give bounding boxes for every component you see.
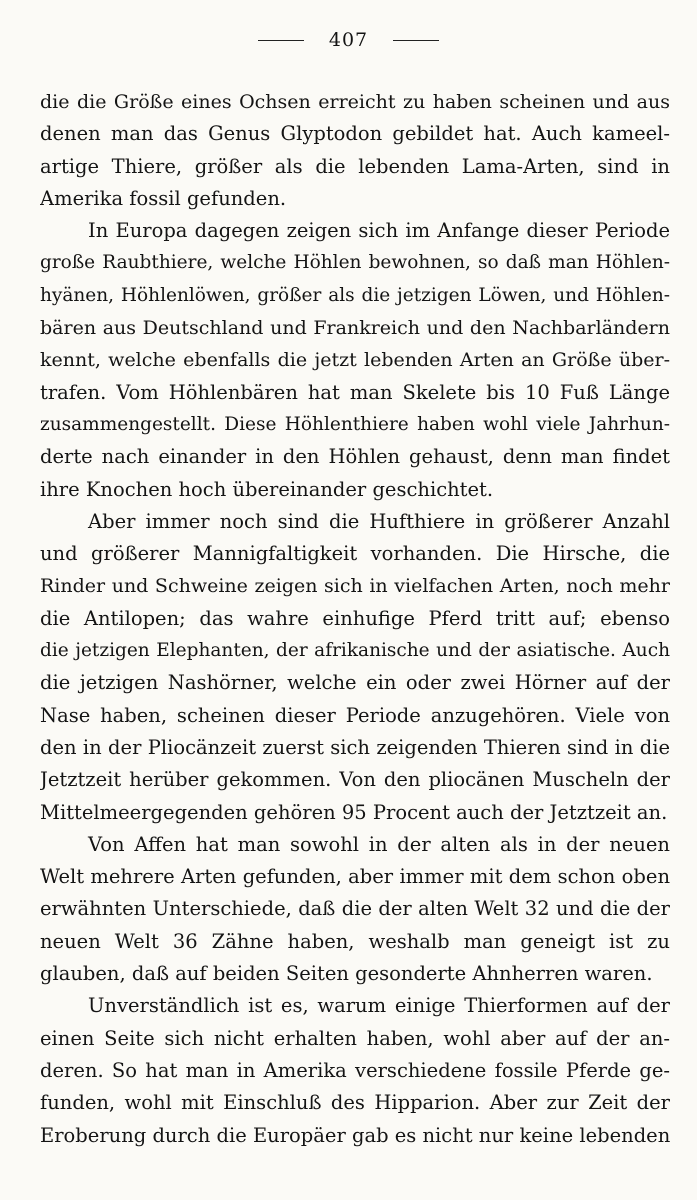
paragraph — [40, 215, 670, 506]
text-line: derte nach einander in den Höhlen gehaust, denn man findet — [40, 445, 670, 469]
text-line: bären aus Deutschland und Frankreich und den Nachbarländern — [40, 317, 670, 340]
page-header — [0, 28, 697, 51]
text-line: Unverständlich ist es, warum einige Thierformen auf der — [88, 994, 670, 1018]
text-line: und größerer Mannigfaltigkeit vorhanden. Die Hirsche, die — [40, 542, 670, 566]
text-line: Amerika fossil gefunden. — [40, 186, 287, 210]
text-line: die jetzigen Elephanten, der afrikanische und der asiatische. Auch — [40, 640, 670, 662]
text-line: große Raubthiere, welche Höhlen bewohnen, so daß man Höhlen- — [40, 252, 670, 274]
text-line: Aber immer noch sind die Hufthiere in größerer Anzahl — [88, 509, 670, 533]
header-rule-left — [258, 40, 304, 41]
text-line: Mittelmeergegenden gehören 95 Procent auch der Jetztzeit an. — [40, 800, 668, 824]
text-line: Eroberung durch die Europäer gab es nicht nur keine lebenden — [40, 1123, 670, 1147]
text-line: Von Affen hat man sowohl in der alten als in der neuen — [88, 832, 670, 856]
text-line: hyänen, Höhlenlöwen, größer als die jetzigen Löwen, und Höhlen- — [40, 284, 670, 306]
paragraph — [40, 829, 670, 990]
text-line: funden, wohl mit Einschluß des Hipparion. Aber zur Zeit der — [40, 1091, 670, 1115]
body-text — [40, 86, 670, 1152]
text-line: den in der Pliocänzeit zuerst sich zeigenden Thieren sind in die — [40, 735, 670, 759]
text-line: die Antilopen; das wahre einhufige Pferd tritt auf; ebenso — [40, 606, 670, 630]
text-line: einen Seite sich nicht erhalten haben, wohl aber auf der an- — [40, 1026, 670, 1050]
text-line: glauben, daß auf beiden Seiten gesonderte Ahnherren waren. — [40, 962, 653, 986]
text-line: denen man das Genus Glyptodon gebildet hat. Auch kameel- — [40, 122, 670, 146]
text-line: Jetztzeit herüber gekommen. Von den pliocänen Muscheln der — [40, 768, 670, 792]
header-rule-right — [393, 40, 439, 41]
text-line: erwähnten Unterschiede, daß die der alten Welt 32 und die der — [40, 897, 670, 921]
text-line: trafen. Vom Höhlenbären hat man Skelete bis 10 Fuß Länge — [40, 380, 670, 404]
text-line: zusammengestellt. Diese Höhlenthiere haben wohl viele Jahrhun- — [40, 413, 670, 435]
text-line: deren. So hat man in Amerika verschiedene fossile Pferde ge- — [40, 1058, 670, 1082]
text-line: ihre Knochen hoch übereinander geschichtet. — [40, 477, 494, 501]
text-line: Nase haben, scheinen dieser Periode anzugehören. Viele von — [40, 703, 670, 727]
paragraph — [40, 506, 670, 829]
text-line: Welt mehrere Arten gefunden, aber immer mit dem schon oben — [40, 865, 670, 889]
page-number: 407 — [328, 29, 369, 51]
text-line: die jetzigen Nashörner, welche ein oder zwei Hörner auf der — [40, 671, 670, 695]
paragraph — [40, 86, 670, 215]
text-line: In Europa dagegen zeigen sich im Anfange dieser Periode — [88, 219, 670, 243]
paragraph — [40, 990, 670, 1151]
text-line: die die Größe eines Ochsen erreicht zu haben scheinen und aus — [40, 91, 670, 113]
text-line: artige Thiere, größer als die lebenden Lama-Arten, sind in — [40, 154, 670, 178]
text-line: Rinder und Schweine zeigen sich in vielfachen Arten, noch mehr — [40, 575, 670, 598]
text-line: neuen Welt 36 Zähne haben, weshalb man geneigt ist zu — [40, 929, 670, 953]
text-line: kennt, welche ebenfalls die jetzt lebenden Arten an Größe über- — [40, 349, 670, 372]
